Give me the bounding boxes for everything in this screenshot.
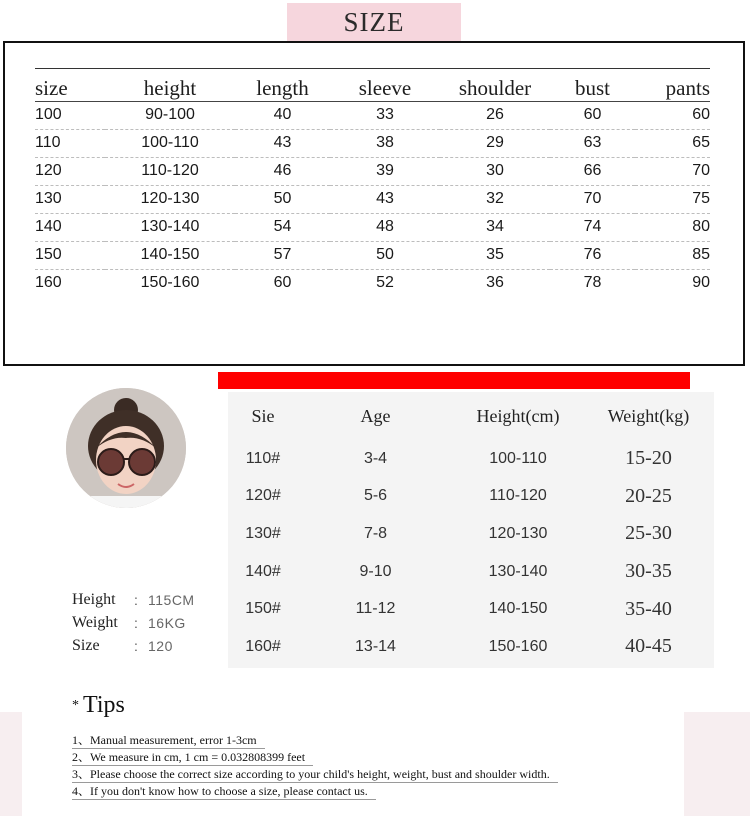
age-chart-header-row (228, 392, 714, 440)
cell-weight-kg: 15-20 (625, 447, 672, 470)
cell-height-cm: 150-160 (488, 637, 548, 655)
cell-height: 150-160 (140, 274, 200, 292)
cell-age: 3-4 (363, 449, 388, 467)
cell-weight-kg: 25-30 (625, 522, 672, 545)
size-chart-row (35, 129, 710, 157)
cell-length: 50 (235, 185, 330, 213)
col-header-age: Age (360, 405, 391, 426)
tip-text-2: 2、We measure in cm, 1 cm = 0.032808399 feet (72, 749, 313, 766)
cell-height-cm: 100-110 (489, 449, 547, 467)
cell-pants: 60 (635, 101, 710, 129)
model-height-colon: : (134, 591, 138, 608)
cell-sleeve: 52 (376, 274, 394, 292)
cell-size: 140 (35, 213, 105, 241)
cell-sie: 110# (245, 449, 281, 467)
cell-length: 43 (235, 129, 330, 157)
cell-size: 120 (35, 157, 105, 185)
cell-sleeve: 48 (330, 213, 440, 241)
col-header-height-cm: Height(cm) (476, 405, 560, 426)
col-header-height: height (105, 69, 235, 101)
age-chart-row (228, 440, 714, 478)
model-size-colon: : (134, 637, 138, 654)
tip-item (72, 749, 672, 766)
cell-length: 57 (235, 241, 330, 269)
age-chart-row (228, 478, 714, 516)
cell-height: 110-120 (105, 157, 235, 185)
cell-height: 130-140 (105, 213, 235, 241)
model-size-row (72, 634, 222, 657)
red-divider-bar (218, 372, 690, 389)
col-header-pants: pants (635, 69, 710, 101)
size-chart-row (35, 101, 710, 129)
cell-bust: 70 (550, 185, 635, 213)
cell-sie: 150# (245, 600, 281, 618)
tip-item (72, 766, 672, 783)
cell-pants: 65 (635, 129, 710, 157)
model-weight-colon: : (134, 614, 138, 631)
tips-decor-left (0, 712, 22, 816)
model-weight-value: 16KG (148, 614, 186, 631)
tip-text-3: 3、Please choose the correct size according to your child's height, weight, bust and shoulder width. (72, 766, 558, 783)
cell-sie: 120# (245, 487, 281, 505)
size-chart-row (35, 157, 710, 185)
cell-bust: 78 (583, 274, 602, 292)
cell-bust: 76 (550, 241, 635, 269)
col-header-size: size (35, 69, 105, 101)
cell-length: 40 (235, 101, 330, 129)
size-chart-box (3, 41, 745, 366)
col-header-sie: Sie (251, 405, 275, 426)
age-chart-row (228, 628, 714, 666)
cell-pants: 70 (635, 157, 710, 185)
cell-height: 90-100 (105, 101, 235, 129)
cell-bust: 63 (550, 129, 635, 157)
size-chart-row (35, 185, 710, 213)
star-icon: * (72, 697, 79, 713)
cell-age: 13-14 (355, 637, 396, 655)
cell-sleeve: 39 (330, 157, 440, 185)
cell-pants: 85 (635, 241, 710, 269)
cell-length: 60 (273, 274, 292, 292)
tips-title: Tips (83, 692, 125, 718)
tip-item (72, 783, 672, 800)
cell-size: 150 (35, 241, 105, 269)
cell-length: 46 (235, 157, 330, 185)
model-height-value: 115CM (148, 591, 195, 608)
tip-text-4: 4、If you don't know how to choose a size, please contact us. (72, 783, 376, 800)
cell-sie: 130# (245, 524, 281, 542)
cell-pants: 80 (635, 213, 710, 241)
cell-shoulder: 30 (440, 157, 550, 185)
cell-size: 130 (35, 185, 105, 213)
age-chart-panel (228, 392, 714, 668)
tips-heading (72, 692, 125, 719)
col-header-bust: bust (550, 69, 635, 101)
cell-sleeve: 38 (330, 129, 440, 157)
col-header-shoulder: shoulder (440, 69, 550, 101)
model-height-row (72, 588, 222, 611)
model-weight-label: Weight (72, 613, 118, 631)
cell-shoulder: 26 (440, 101, 550, 129)
col-header-weight-kg: Weight(kg) (607, 405, 690, 426)
cell-age: 7-8 (363, 524, 388, 542)
size-chart-header-row (35, 69, 710, 101)
model-info (72, 588, 222, 657)
age-chart-row (228, 590, 714, 628)
cell-weight-kg: 35-40 (625, 597, 672, 620)
model-size-value: 120 (148, 637, 173, 654)
cell-sleeve: 33 (330, 101, 440, 129)
cell-height-cm: 120-130 (488, 524, 548, 542)
cell-shoulder: 34 (440, 213, 550, 241)
cell-shoulder: 36 (486, 274, 504, 292)
cell-sie: 140# (245, 562, 281, 580)
cell-bust: 60 (550, 101, 635, 129)
cell-age: 5-6 (363, 487, 388, 505)
cell-sleeve: 50 (330, 241, 440, 269)
cell-shoulder: 29 (440, 129, 550, 157)
cell-size: 110 (35, 129, 105, 157)
tip-text-1: 1、Manual measurement, error 1-3cm (72, 732, 265, 749)
cell-shoulder: 32 (440, 185, 550, 213)
age-chart-table (228, 392, 714, 666)
model-height-label: Height (72, 590, 116, 608)
cell-height-cm: 140-150 (488, 600, 548, 618)
cell-height: 100-110 (105, 129, 235, 157)
cell-height: 140-150 (105, 241, 235, 269)
cell-age: 11-12 (355, 600, 396, 618)
cell-weight-kg: 30-35 (625, 560, 672, 583)
cell-bust: 74 (550, 213, 635, 241)
cell-age: 9-10 (359, 562, 392, 580)
page-title: SIZE (343, 6, 405, 37)
cell-bust: 66 (550, 157, 635, 185)
cell-pants: 75 (635, 185, 710, 213)
age-chart-row (228, 553, 714, 591)
title-banner (287, 3, 461, 41)
size-chart-row (35, 213, 710, 241)
child-model-photo-icon (66, 388, 186, 508)
tips-decor-right (684, 712, 750, 816)
child-model-avatar (66, 388, 186, 508)
cell-shoulder: 35 (440, 241, 550, 269)
age-chart-row (228, 515, 714, 553)
cell-size: 160 (35, 274, 62, 292)
col-header-length: length (235, 69, 330, 101)
cell-weight-kg: 40-45 (625, 635, 672, 658)
cell-height: 120-130 (105, 185, 235, 213)
tips-list (72, 732, 672, 800)
model-size-label: Size (72, 636, 100, 654)
cell-height-cm: 130-140 (488, 562, 548, 580)
cell-weight-kg: 20-25 (625, 484, 672, 507)
cell-height-cm: 110-120 (489, 487, 547, 505)
cell-sleeve: 43 (330, 185, 440, 213)
cell-size: 100 (35, 101, 105, 129)
size-chart-table (35, 68, 710, 297)
tip-item (72, 732, 672, 749)
model-weight-row (72, 611, 222, 634)
cell-length: 54 (235, 213, 330, 241)
cell-pants: 90 (692, 274, 710, 292)
size-chart-row (35, 269, 710, 297)
cell-sie: 160# (245, 637, 281, 655)
col-header-sleeve: sleeve (330, 69, 440, 101)
size-chart-row (35, 241, 710, 269)
